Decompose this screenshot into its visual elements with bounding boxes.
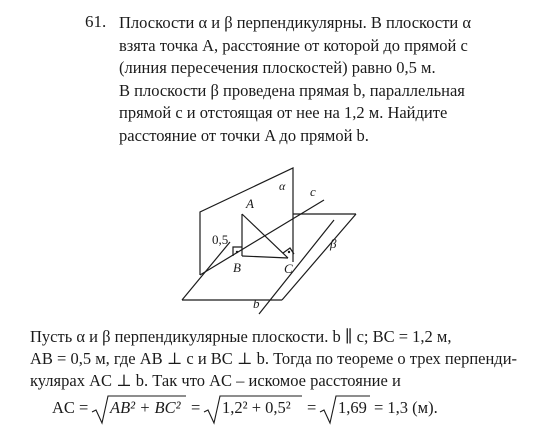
formula-radicand-2: 1,2² + 0,5² [222,398,291,417]
problem-line: прямой c и отстоящая от нее на 1,2 м. Найдите [119,103,448,122]
solution-text [30,326,535,392]
formula-radicand-1: AB² + BC² [110,398,181,417]
problem-line: взята точка A, расстояние от которой до прямой c [119,35,468,55]
formula-result: = 1,3 (м). [374,398,438,417]
problem-statement [85,12,539,147]
right-angle-dot-b [236,251,238,253]
formula-equals-2: = [307,398,317,417]
label-b-point: B [233,260,241,275]
formula [52,393,452,427]
label-c-point: C [284,261,293,276]
geometry-figure [176,160,366,325]
problem-number: 61. [85,12,107,31]
segment-bc [242,256,288,258]
label-c: c [310,184,316,199]
problem-line: Плоскости α и β перпендикулярны. В плоскости α [119,13,472,32]
label-b-line: b [253,296,260,311]
problem-line: В плоскости β проведена прямая b, параллельная [119,80,465,100]
line-b [259,220,334,314]
right-angle-dot-c [288,251,290,253]
segment-ac [242,214,288,258]
problem-line: (линия пересечения плоскостей) равно 0,5 м. [119,58,436,77]
formula-equals-1: = [191,398,201,417]
planes-diagram [176,160,366,320]
label-alpha: α [279,179,286,193]
formula-lhs: AC = [52,398,89,417]
problem-line: расстояние от точки A до прямой b. [119,125,369,145]
formula-radicand-3: 1,69 [338,398,367,417]
label-beta: β [330,236,337,251]
solution-line: Пусть α и β перпендикулярные плоскости. b ∥ c; BC = 1,2 м, [30,327,452,346]
solution-line: AB = 0,5 м, где AB ⊥ c и BC ⊥ b. Тогда по теореме о трех перпенди- [30,349,518,368]
label-length: 0,5 [212,232,229,247]
solution-line: кулярах AC ⊥ b. Так что AC – искомое расстояние и [30,371,401,390]
label-a: A [246,196,254,211]
